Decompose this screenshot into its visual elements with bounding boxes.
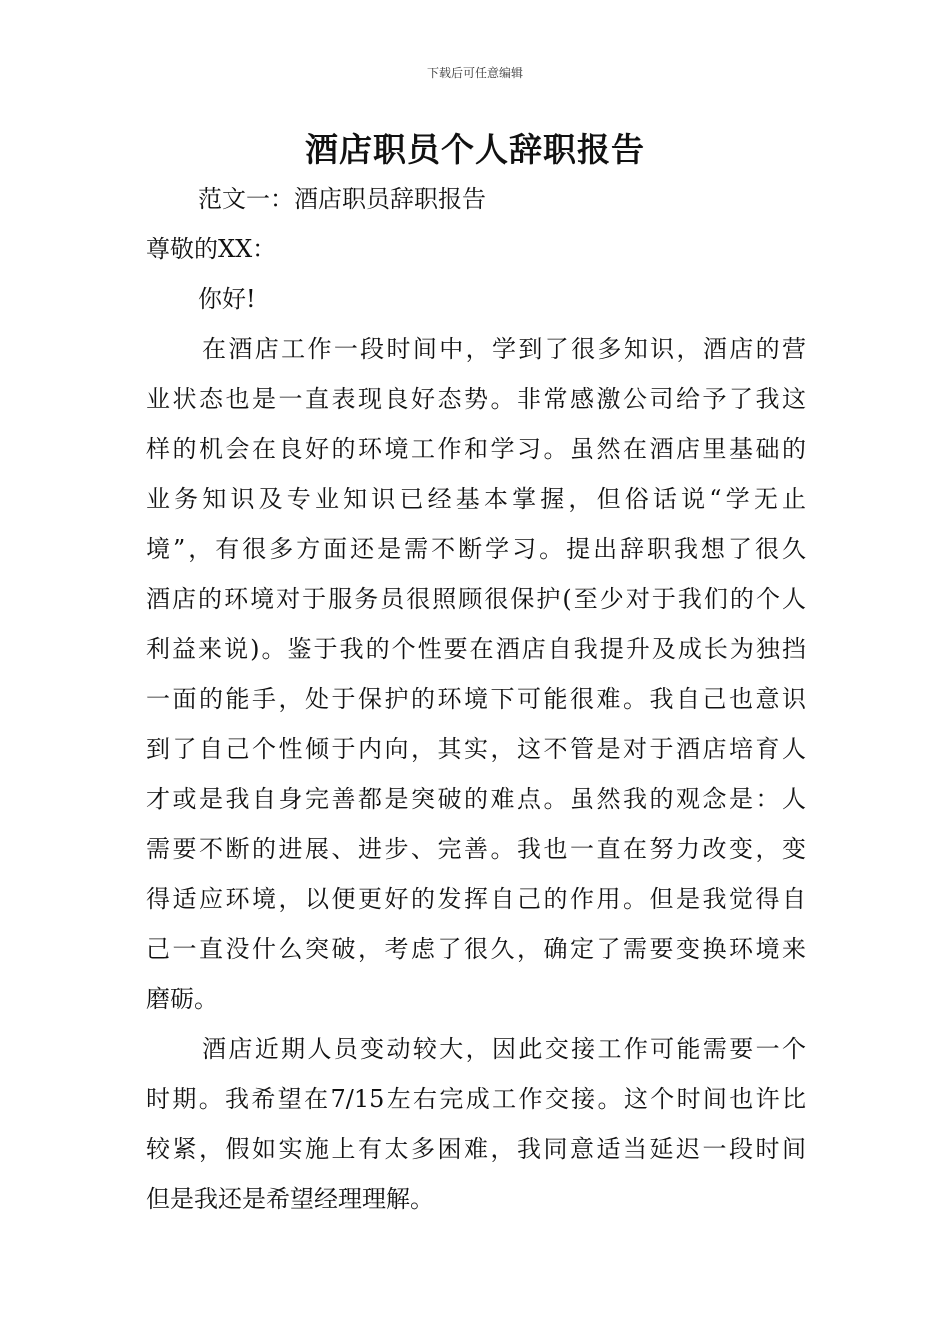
paragraph-2-line: 但是我还是希望经理理解。 — [146, 1185, 434, 1213]
paragraph-1-line: 一面的能手，处于保护的环境下可能很难。我自己也意识 — [146, 685, 806, 713]
paragraph-1-line: 需要不断的进展、进步、完善。我也一直在努力改变，变 — [146, 835, 806, 863]
paragraph-2-line: 较紧，假如实施上有太多困难，我同意适当延迟一段时间 — [146, 1135, 806, 1163]
paragraph-1 — [146, 324, 806, 1024]
paragraph-1-line: 业状态也是一直表现良好态势。非常感激公司给予了我这 — [146, 385, 806, 413]
paragraph-1-line: 在酒店工作一段时间中，学到了很多知识，酒店的营 — [202, 335, 806, 363]
paragraph-1-line: 磨砺。 — [146, 985, 218, 1013]
document-body — [146, 174, 806, 1224]
paragraph-1-line: 境”，有很多方面还是需不断学习。提出辞职我想了很久 — [146, 535, 806, 563]
salutation: 尊敬的XX： — [146, 235, 277, 263]
paragraph-1-line: 利益来说)。鉴于我的个性要在酒店自我提升及成长为独挡 — [146, 635, 806, 663]
header-note: 下载后可任意编辑 — [426, 66, 523, 80]
paragraph-2-line: 时期。我希望在7/15左右完成工作交接。这个时间也许比 — [146, 1085, 806, 1113]
paragraph-1-line: 己一直没什么突破，考虑了很久，确定了需要变换环境来 — [146, 935, 806, 963]
paragraph-1-line: 业务知识及专业知识已经基本掌握，但俗话说“学无止 — [146, 485, 806, 513]
paragraph-1-line: 酒店的环境对于服务员很照顾很保护(至少对于我们的个人 — [146, 585, 806, 613]
paragraph-1-line: 样的机会在良好的环境工作和学习。虽然在酒店里基础的 — [146, 435, 806, 463]
paragraph-2 — [146, 1024, 806, 1224]
paragraph-1-line: 才或是我自身完善都是突破的难点。虽然我的观念是：人 — [146, 785, 806, 813]
paragraph-2-line: 酒店近期人员变动较大，因此交接工作可能需要一个 — [202, 1035, 806, 1063]
subtitle: 范文一：酒店职员辞职报告 — [198, 185, 486, 213]
paragraph-1-line: 到了自己个性倾于内向，其实，这不管是对于酒店培育人 — [146, 735, 806, 763]
paragraph-1-line: 得适应环境，以便更好的发挥自己的作用。但是我觉得自 — [146, 885, 806, 913]
greeting: 你好! — [198, 285, 256, 313]
document-title: 酒店职员个人辞职报告 — [305, 130, 645, 169]
